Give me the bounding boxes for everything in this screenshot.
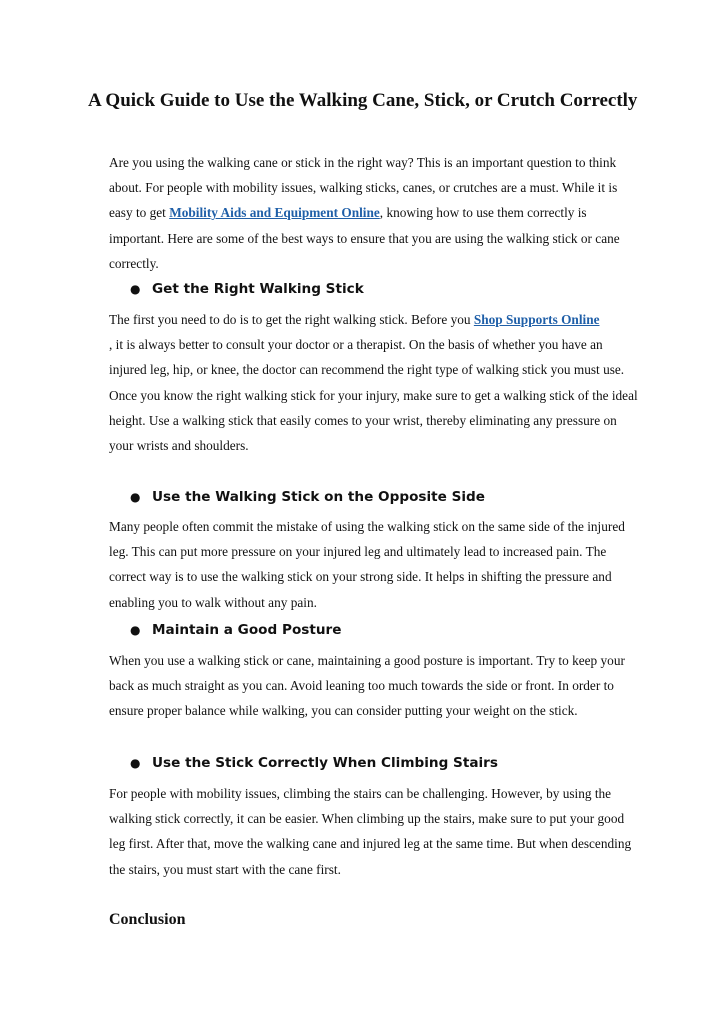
bullet-icon: ● [130,623,141,637]
section-text-start: The first you need to do is to get the right walking stick. Before you [109,312,474,327]
bullet-icon: ● [130,282,141,296]
mobility-aids-link[interactable]: Mobility Aids and Equipment Online [169,205,380,221]
bullet-icon: ● [130,756,141,770]
intro-text-end: , knowing how to use them correctly is important. Here are some of the best ways to ensure that you are using the walking stick or cane correctly. [109,205,620,271]
bullet-icon: ● [130,490,141,504]
intro-text-start: Are you using the walking cane or stick in the right way? This is an important question to think about. For people with mobility issues, walking sticks, canes, or crutches are a must. While it is easy to get [109,155,618,221]
section-text-end: , it is always better to consult your doctor or a therapist. On the basis of whether you have an injured leg, hip, or knee, the doctor can recommend the right type of walking stick you must use. Once you know the right walking stick for your injury, make sure to get a walking stick of the ideal height. Use a walking stick that easily comes to your wrist, thereby eliminating any pressure on your wrists and shoulders. [109,337,638,454]
section-paragraph-opposite-side: Many people often commit the mistake of using the walking stick on the same side of the injured leg. This can put more pressure on your injured leg and ultimately lead to increased pain. The correct way is to use the walking stick on your strong side. It helps in shifting the pressure and enabling you to walk without any pain. [109,519,625,610]
page-title: A Quick Guide to Use the Walking Cane, Stick, or Crutch Correctly [88,90,638,111]
section-paragraph-right-stick [109,307,639,458]
section-heading-right-stick: ● Get the Right Walking Stick [130,278,364,300]
section-heading-posture: ● Maintain a Good Posture [130,619,341,641]
section-heading-stairs: ● Use the Stick Correctly When Climbing Stairs [130,752,498,774]
shop-supports-link[interactable]: Shop Supports Online [473,312,600,327]
intro-paragraph [109,150,639,276]
section-heading-opposite-side: ● Use the Walking Stick on the Opposite Side [130,486,485,508]
section-paragraph-posture: When you use a walking stick or cane, maintaining a good posture is important. Try to keep your back as much straight as you can. Avoid leaning too much towards the side or front. In order to ensure proper balance while walking, you can consider putting your weight on the stick. [109,653,625,719]
conclusion-heading: Conclusion [109,911,186,928]
section-paragraph-stairs: For people with mobility issues, climbing the stairs can be challenging. However, by using the walking stick correctly, it can be easier. When climbing up the stairs, make sure to put your good leg first. After that, move the walking cane and injured leg at the same time. But when descending the stairs, you must start with the cane first. [109,786,632,877]
